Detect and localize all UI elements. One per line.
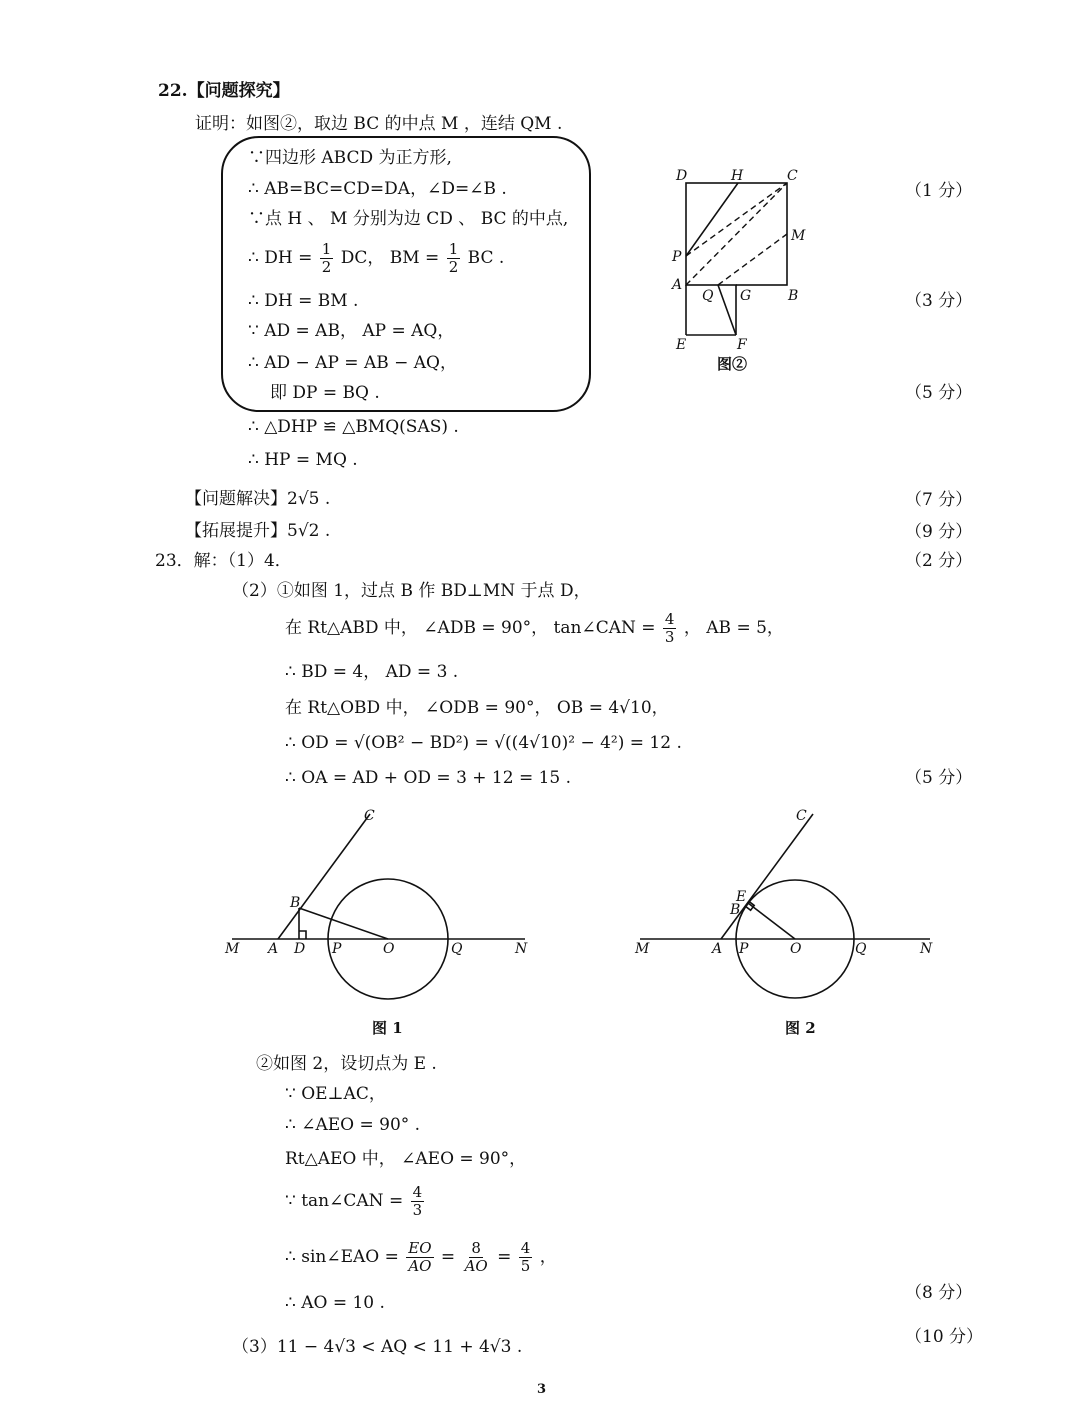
label-p: P [672,249,682,265]
ray-ac [721,814,813,939]
segment-eo [748,903,795,939]
score-8: （8 分） [905,1283,973,1303]
label-g: G [740,288,752,304]
score-9: （9 分） [905,522,973,542]
figure-1 [220,800,540,1010]
label-b: B [730,902,741,918]
q22-problem-solve: 【问题解决】2√5 . [185,489,331,509]
q22-extend: 【拓展提升】5√2 . [185,521,331,541]
q23-tan: ∵ tan∠CAN = $\frac{4}{3}$ [285,1183,423,1219]
label-a: A [672,277,683,293]
proof-step: ∴ HP = MQ . [248,450,358,470]
label-q: Q [702,288,714,304]
q23-od: ∴ OD = √(OB² − BD²) = √((4√10)² − 4²) = 12 . [285,733,682,753]
q23-part3: （3）11 − 4√3 < AQ < 11 + 4√3 . [232,1337,523,1357]
label-e: E [736,889,747,905]
label-d: D [676,168,688,184]
segment-bo [299,908,388,939]
score-10: （10 分） [905,1327,984,1347]
score-7: （7 分） [905,490,973,510]
proof-step: ∴ AB=BC=CD=DA，∠D=∠B . [248,179,507,199]
label-n: N [920,941,933,957]
ray-ac [278,814,370,939]
label-c: C [364,808,375,824]
proof-step: ∵点 H 、 M 分别为边 CD 、 BC 的中点, [248,209,569,229]
label-a: A [268,941,279,957]
figure-2-caption: 图 2 [785,1019,816,1037]
label-m: M [225,941,240,957]
label-c: C [796,808,807,824]
label-o: O [383,941,395,957]
proof-step: ∵四边形 ABCD 为正方形, [248,148,452,168]
label-h: H [731,168,744,184]
right-angle-mark [299,931,306,939]
label-q: Q [855,941,867,957]
label-q: Q [451,941,463,957]
q23-sin: ∴ sin∠EAO = $\frac{EO}{AO}$ = $\frac{8}{AO}$ = $\frac{4}{5}$ ， [285,1239,557,1275]
label-b: B [290,895,301,911]
q23-part2-intro: （2）①如图 1，过点 B 作 BD⊥MN 于点 D， [232,581,591,601]
fraction-four-thirds: $\frac{4}{3}$ [664,610,675,646]
label-n: N [515,941,528,957]
q23-oa: ∴ OA = AD + OD = 3 + 12 = 15 . [285,768,572,788]
segment-ph [686,183,738,256]
fraction-four-thirds: $\frac{4}{3}$ [412,1183,423,1219]
label-f: F [737,337,747,353]
score-1: （1 分） [905,181,973,201]
figure-2 [630,800,950,1010]
label-e: E [676,337,687,353]
score-5b: （5 分） [905,768,973,788]
proof-step: 即 DP = BQ . [270,383,380,403]
proof-step: ∴ △DHP ≌ △BMQ(SAS) . [248,417,459,437]
q23-part1: 23．解：（1）4． [155,551,292,571]
fraction-8-ao: $\frac{8}{AO}$ [464,1239,488,1275]
proof-step: ∴ DH = BM . [248,291,359,311]
figure-square [660,165,820,375]
fraction-4-5: $\frac{4}{5}$ [520,1239,531,1275]
q23-rt-obd: 在 Rt△OBD 中， ∠ODB = 90°， OB = 4√10， [285,698,669,718]
label-p: P [739,941,749,957]
score-3: （3 分） [905,291,973,311]
q23-aeo-90: ∴ ∠AEO = 90° . [285,1115,421,1135]
figure-square-caption: 图② [717,355,748,373]
label-m: M [635,941,650,957]
fraction-half: $\frac{1}{2}$ [321,240,332,276]
q23-oe-ac: ∵ OE⊥AC， [285,1084,386,1104]
label-p: P [332,941,342,957]
q23-part2b-intro: ②如图 2，设切点为 E . [256,1054,437,1074]
q22-proof-intro: 证明：如图②，取边 BC 的中点 M ，连结 QM . [195,114,563,134]
score-2: （2 分） [905,551,973,571]
label-c: C [787,168,798,184]
proof-step: ∴ AD − AP = AB − AQ， [248,353,457,373]
figure-1-caption: 图 1 [372,1019,403,1037]
q23-rt-abd: 在 Rt△ABD 中， ∠ADB = 90°， tan∠CAN = $\frac{4}{3}$ ， AB = 5， [285,610,784,646]
fraction-half: $\frac{1}{2}$ [448,240,459,276]
label-b: B [788,288,799,304]
segment-pc [686,183,787,256]
label-d: D [294,941,306,957]
q23-rt-aeo: Rt△AEO 中， ∠AEO = 90°， [285,1149,527,1169]
q23-bd-ad: ∴ BD = 4， AD = 3 . [285,662,459,682]
q22-heading: 22.【问题探究】 [158,81,290,101]
segment-qf [718,285,736,335]
fraction-eo-ao: $\frac{EO}{AO}$ [408,1239,432,1275]
q23-ao: ∴ AO = 10 . [285,1293,385,1313]
label-o: O [790,941,802,957]
proof-step-half: ∴ DH = $\frac{1}{2}$ DC， BM = $\frac{1}{2}$ BC . [248,240,505,276]
score-5: （5 分） [905,383,973,403]
proof-step: ∵ AD = AB， AP = AQ， [248,321,455,341]
label-m: M [791,228,806,244]
label-a: A [712,941,723,957]
page-number: 3 [537,1382,547,1397]
